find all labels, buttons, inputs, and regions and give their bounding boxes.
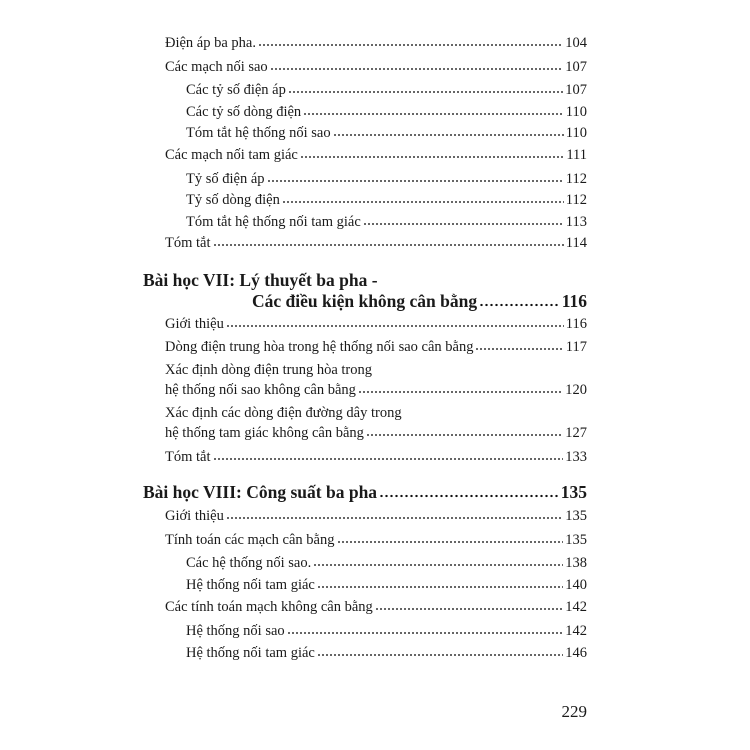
entry-title: Giới thiệu: [165, 508, 224, 524]
toc-entry: [165, 315, 587, 333]
entry-page: 110: [565, 125, 587, 141]
entry-page: 116: [565, 316, 587, 332]
toc-entry: [186, 213, 587, 231]
toc-entry: [186, 103, 587, 121]
entry-page: 127: [565, 425, 587, 441]
entry-title: Các tỷ số dòng điện: [186, 104, 302, 120]
dot-leader: [226, 324, 564, 328]
chapter-title: Bài học VIII: Công suất ba pha: [143, 482, 378, 502]
toc-entry: [186, 644, 587, 662]
entry-title: Các mạch nối sao: [165, 59, 268, 75]
dot-leader: [267, 179, 564, 183]
entry-title: hệ thống nối sao không cân bằng: [165, 382, 356, 398]
dot-leader: [475, 347, 563, 351]
entry-page: 107: [565, 82, 587, 98]
dot-leader: [317, 653, 563, 657]
entry-title: Các tính toán mạch không cân bằng: [165, 599, 373, 615]
toc-entry: [165, 34, 587, 52]
entry-title: Tóm tắt hệ thống nối sao: [186, 125, 331, 141]
dot-leader: [303, 112, 564, 116]
dot-leader: [333, 133, 564, 137]
toc-entry: [165, 234, 587, 252]
toc-entry: [186, 622, 587, 640]
entry-page: 117: [565, 339, 587, 355]
dot-leader: [270, 67, 564, 71]
entry-title: Hệ thống nối tam giác: [186, 645, 315, 661]
toc-entry: [165, 424, 587, 442]
dot-leader: [375, 607, 563, 611]
entry-page: 112: [565, 171, 587, 187]
dot-leader: [313, 563, 563, 567]
chapter-page: 135: [560, 482, 587, 502]
entry-title: hệ thống tam giác không cân bằng: [165, 425, 364, 441]
entry-page: 107: [565, 59, 587, 75]
entry-title: Hệ thống nối sao: [186, 623, 285, 639]
entry-page: 138: [565, 555, 587, 571]
entry-page: 146: [565, 645, 587, 661]
chapter-7-heading: [252, 291, 587, 312]
entry-page: 110: [565, 104, 587, 120]
dot-leader: [300, 155, 564, 159]
toc-entry: [186, 124, 587, 142]
dot-leader: [258, 43, 563, 47]
chapter-page: 116: [561, 291, 587, 311]
entry-title: Dòng điện trung hòa trong hệ thống nối sao cân bằng: [165, 339, 474, 355]
dot-leader: [366, 433, 563, 437]
entry-title-line1: Xác định các dòng điện đường dây trong: [165, 405, 402, 421]
page-number: 229: [561, 702, 587, 721]
dot-leader: [288, 90, 563, 94]
entry-page: 104: [565, 35, 587, 51]
entry-page: 135: [565, 532, 587, 548]
toc-entry: [186, 191, 587, 209]
dot-leader: [282, 200, 564, 204]
toc-entry: [165, 507, 587, 525]
toc-entry: [165, 381, 587, 399]
entry-title: Tỷ số điện áp: [186, 171, 265, 187]
entry-title: Hệ thống nối tam giác: [186, 577, 315, 593]
entry-title: Giới thiệu: [165, 316, 224, 332]
toc-entry: [186, 81, 587, 99]
entry-page: 135: [565, 508, 587, 524]
entry-title: Các mạch nối tam giác: [165, 147, 298, 163]
entry-title: Tóm tắt: [165, 235, 211, 251]
dot-leader: [226, 516, 563, 520]
dot-leader: [213, 457, 564, 461]
entry-page: 140: [565, 577, 587, 593]
entry-title: Các hệ thống nối sao.: [186, 555, 312, 571]
toc-entry: [165, 448, 587, 466]
entry-title: Các tỷ số điện áp: [186, 82, 286, 98]
dot-leader: [479, 303, 560, 307]
chapter-title: Các điều kiện không cân bằng: [252, 291, 478, 311]
entry-page: 111: [566, 147, 587, 163]
entry-page: 120: [565, 382, 587, 398]
entry-title: Tóm tắt: [165, 449, 211, 465]
entry-page: 114: [565, 235, 587, 251]
entry-title-line1: Xác định dòng điện trung hòa trong: [165, 362, 372, 378]
toc-entry: [165, 531, 587, 549]
toc-entry: [165, 146, 587, 164]
entry-title: Tỷ số dòng điện: [186, 192, 280, 208]
dot-leader: [379, 494, 559, 498]
entry-title: Tính toán các mạch cân bằng: [165, 532, 335, 548]
dot-leader: [358, 390, 563, 394]
entry-page: 133: [565, 449, 587, 465]
dot-leader: [337, 540, 564, 544]
entry-page: 112: [565, 192, 587, 208]
toc-entry: [165, 338, 587, 356]
chapter-8-heading: [143, 482, 587, 503]
toc-entry: [186, 576, 587, 594]
entry-title: Điện áp ba pha.: [165, 35, 256, 51]
toc-entry: [165, 58, 587, 76]
chapter-7-title-line1: Bài học VII: Lý thuyết ba pha -: [143, 270, 378, 290]
dot-leader: [317, 585, 563, 589]
entry-page: 142: [565, 623, 587, 639]
dot-leader: [363, 222, 564, 226]
dot-leader: [213, 243, 564, 247]
entry-page: 113: [565, 214, 587, 230]
toc-entry: [165, 598, 587, 616]
entry-page: 142: [565, 599, 587, 615]
dot-leader: [287, 631, 564, 635]
toc-entry: [186, 554, 587, 572]
entry-title: Tóm tắt hệ thống nối tam giác: [186, 214, 361, 230]
toc-entry: [186, 170, 587, 188]
